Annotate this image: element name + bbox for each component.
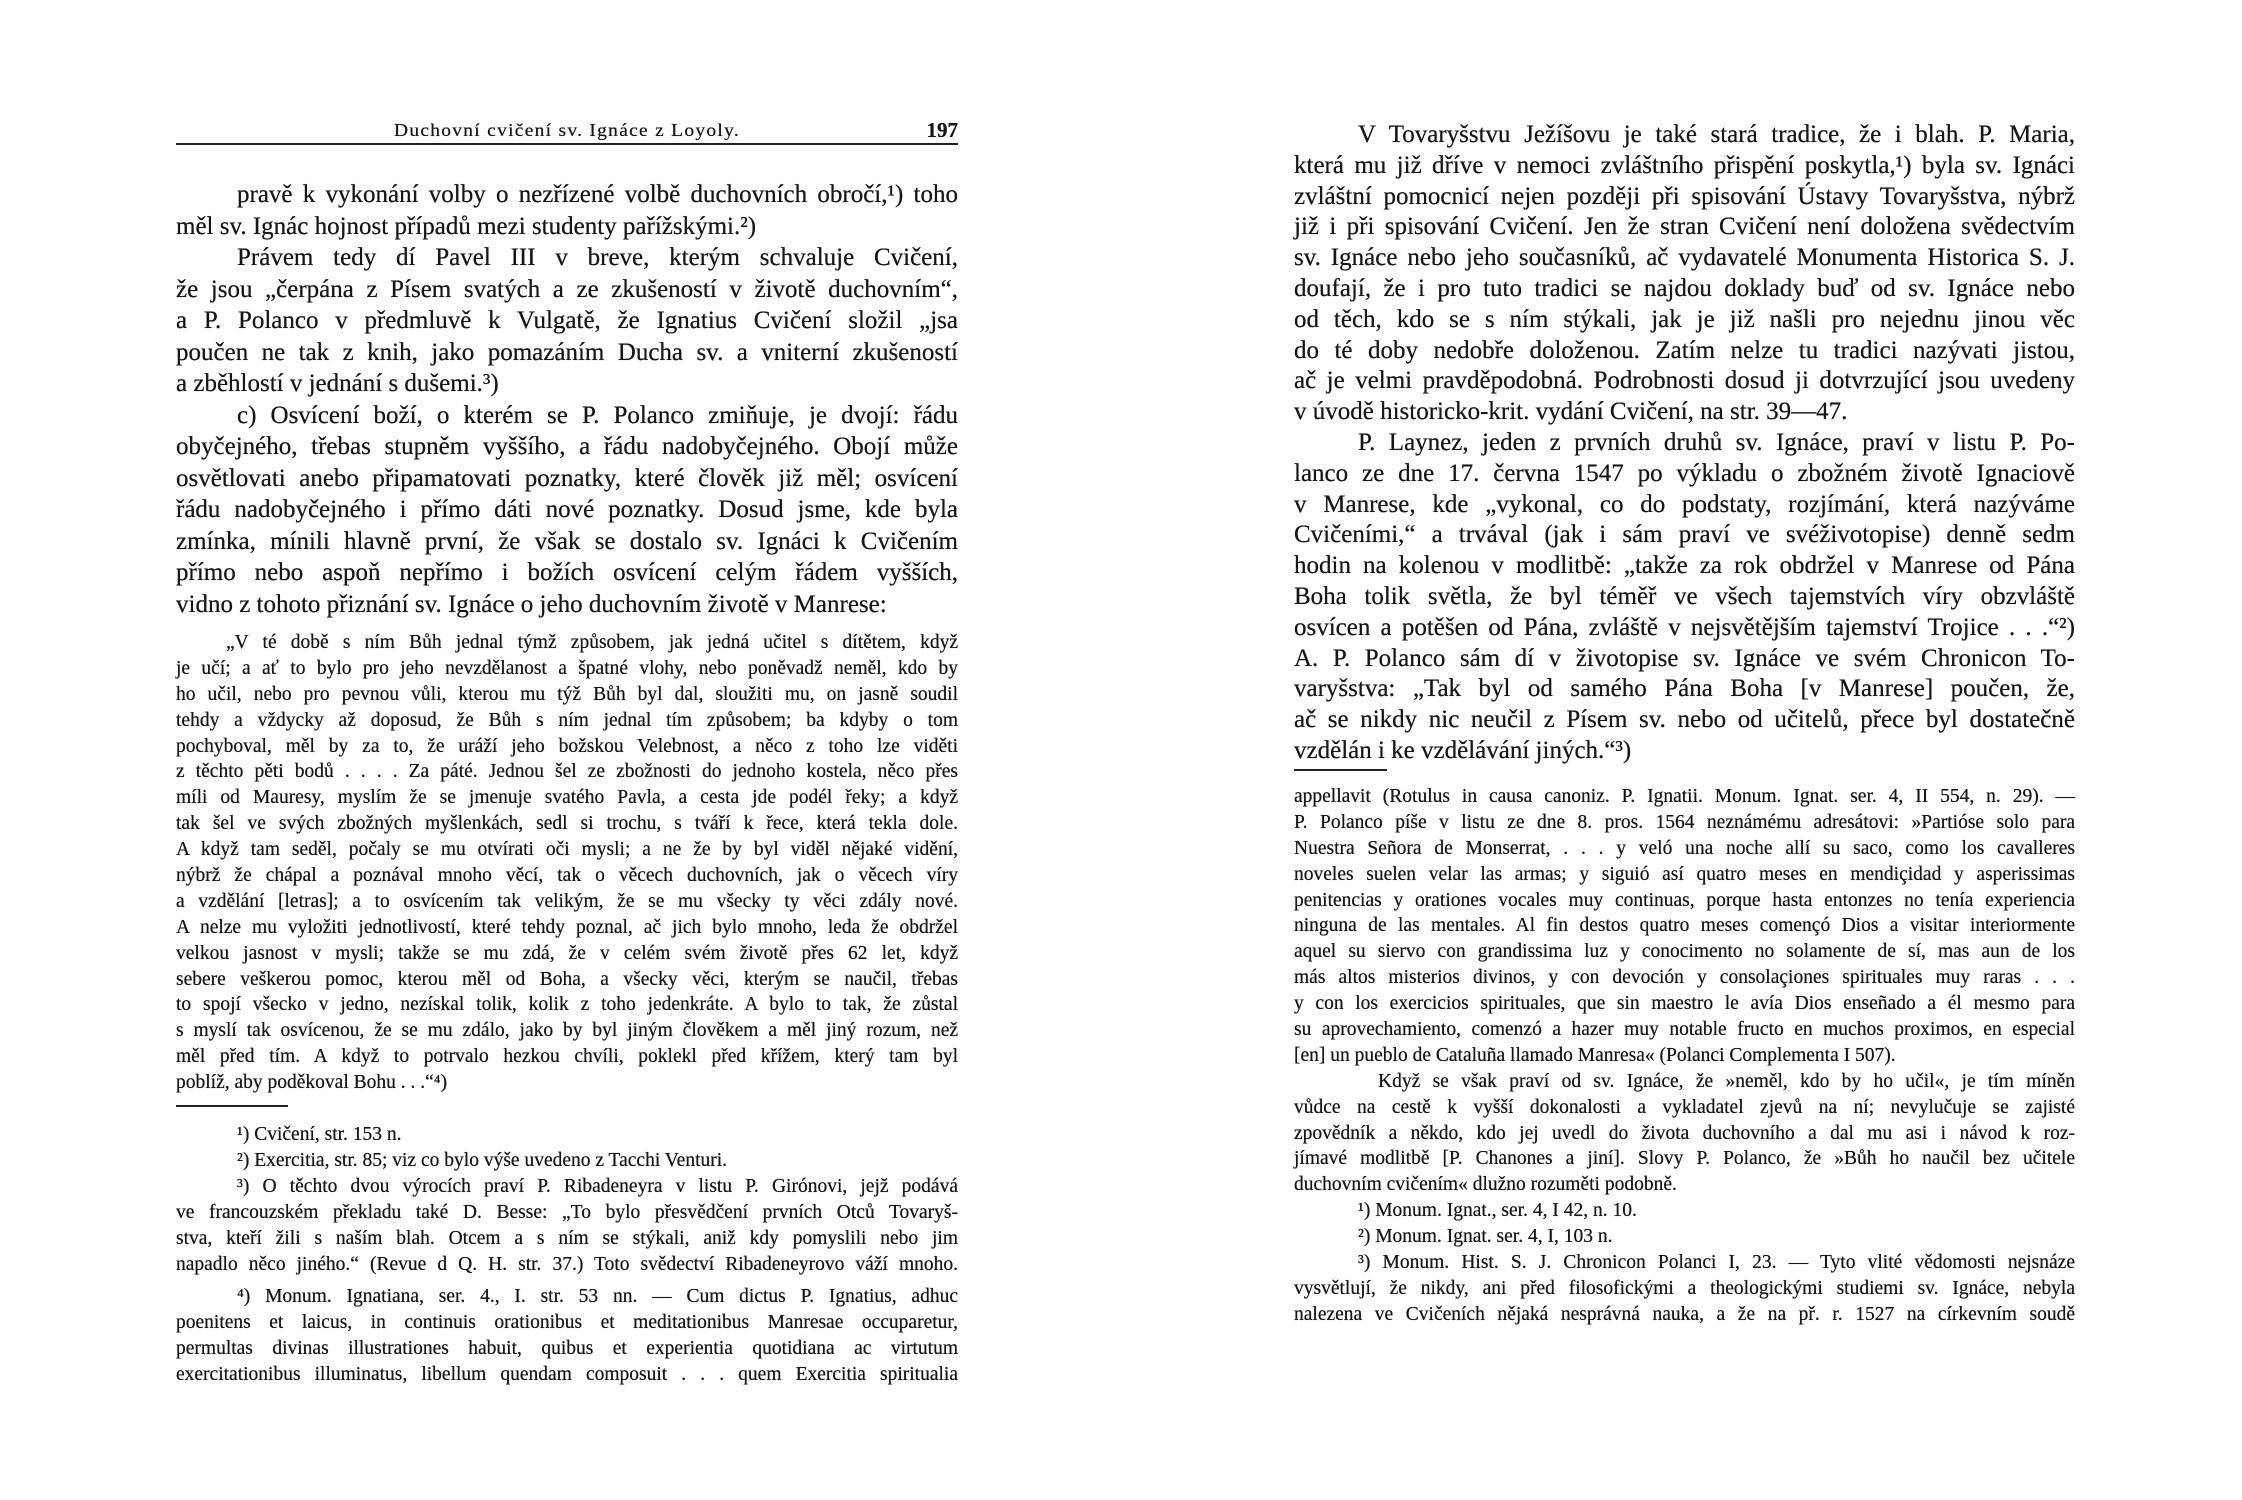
line-text: pravě k vykonání volby o nezřízené volbě duchovních obročí,¹) toho [237, 181, 958, 208]
line-text: sebere veškerou pomoc, kterou měl od Boha, a všecky věci, kterým se naučil, třebas [176, 968, 958, 990]
text-line [1294, 1146, 2075, 1172]
line-text: tehdy a vždycky až doposud, že Bůh s ním jednal tím způsobem; ba kdyby o tom [176, 709, 958, 731]
text-line [1294, 490, 2075, 521]
text-line [176, 759, 958, 785]
line-text: V Tovaryšstvu Ježíšovu je také stará tradice, že i blah. P. Maria, [1358, 121, 2075, 148]
text-line [1294, 1095, 2075, 1121]
line-text: od těch, kdo se s ním stýkali, jak je již našli pro nejednu jinou věc [1294, 305, 2075, 333]
line-text: ²) Monum. Ignat. ser. 4, I, 103 n. [1358, 1226, 1613, 1248]
line-text: nalezena ve Cvičeních nějaká nesprávná nauka, a že na př. r. 1527 na církevním soudě [1294, 1303, 2075, 1325]
text-line [1294, 1198, 2075, 1224]
text-line [1294, 551, 2075, 582]
line-text: Právem tedy dí Pavel III v breve, kterým schvaluje Cvičení, [237, 244, 958, 271]
text-line [1294, 1172, 2075, 1198]
footnotes [1294, 784, 2075, 1328]
line-text: ninguna de las mentales. Al fin destos quatro meses començó Dios a visitar interiormente [1294, 915, 2075, 937]
text-line [176, 337, 958, 369]
text-line [1294, 1069, 2075, 1095]
line-text: přímo nebo aspoň nepřímo i božích osvícení celým řádem vyšších, [176, 559, 958, 586]
paragraph [176, 179, 958, 242]
text-line [1294, 151, 2075, 182]
line-text: Když se však praví od sv. Ignáce, že »neměl, kdo by ho učil«, je tím míněn [1378, 1070, 2075, 1092]
line-text: ač se nikdy nic neučil z Písem sv. nebo od učitelů, přece byl dostatečně [1294, 706, 2075, 734]
text-line [176, 1284, 958, 1310]
text-line [176, 941, 958, 967]
text-line [176, 431, 958, 463]
paragraph [1294, 428, 2075, 767]
line-text: A nelze mu vyložiti jednotlivostí, které tehdy poznal, ač jich bylo mnoho, leda že obdržel [176, 916, 958, 938]
footnotes [176, 1122, 958, 1388]
text-line [176, 992, 958, 1018]
line-text: řádu nadobyčejného i přímo dáti nové poznatky. Dosud jsme, kde byla [176, 496, 958, 523]
line-text: sv. Ignáce nebo jeho současníků, ač vydavatelé Monumenta Historica S. J. [1294, 244, 2075, 272]
text-line [176, 179, 958, 211]
line-text: to spojí všecko v jedno, nezískal tolik, kolik z toho jedenkráte. A bylo to tak, že zůstal [176, 994, 958, 1016]
line-text: osvětlovati anebo připamatovati poznatky, které člověk již měl; osvícení [176, 464, 958, 492]
line-text: v Manrese, kde „vykonal, co do podstaty, rozjímání, která nazýváme [1294, 490, 2075, 518]
text-line [176, 734, 958, 760]
line-text: měl před tím. A když to potrvalo hezkou chvíli, poklekl před křížem, který tam byl [176, 1046, 958, 1068]
text-line [1294, 913, 2075, 939]
text-line [176, 837, 958, 863]
paragraph [176, 630, 958, 1096]
footnote-rule [1294, 769, 1387, 771]
line-text: do té doby nedobře doloženou. Zatím nelze tu tradici nazývati jistou, [1294, 336, 2075, 364]
line-text: ³) Monum. Hist. S. J. Chronicon Polanci I, 23. — Tyto vlité vědomosti nejsnáze [1358, 1252, 2075, 1274]
line-text: z těchto pěti bodů . . . . Za páté. Jednou šel ze zbožnosti do jednoho kostela, něco přes [176, 761, 958, 783]
line-text: „V té době s ním Bůh jednal týmž způsobem, jak jedná učitel s dítětem, když [226, 632, 958, 653]
line-text: velkou jasnost v mysli; takže se mu zdá, že v celém svém životě přes 62 let, když [176, 942, 958, 964]
line-text: ač je velmi pravděpodobná. Podrobnosti dosud ji dotvrzující jsou uvedeny [1294, 367, 2075, 395]
line-text: stva, kteří žili s naším blah. Otcem a s ním se stýkali, aniž kdy pomyslili nebo jim [176, 1228, 958, 1249]
line-text: a P. Polanco v předmluvě k Vulgatě, že Ignatius Cvičení složil „jsa [176, 307, 958, 334]
text-line [176, 242, 958, 274]
text-line [1294, 991, 2075, 1017]
text-line [1294, 965, 2075, 991]
text-line [176, 1362, 958, 1388]
text-line [1294, 1017, 2075, 1043]
text-line [176, 1200, 958, 1226]
line-text: más altos misterios divinos, y con devoción y consolaçiones spirituales muy raras . . . [1294, 967, 2075, 989]
line-text: měl sv. Ignác hojnost případů mezi studenty pařížskými.²) [176, 212, 757, 240]
text-line [176, 557, 958, 589]
paragraph [176, 1148, 958, 1174]
line-text: c) Osvícení boží, o kterém se P. Polanco zmiňuje, je dvojí: řádu [237, 401, 958, 429]
line-text: ³) O těchto dvou výrocích praví P. Ribadeneyra v listu P. Girónovi, jejž podává [237, 1176, 958, 1197]
text-line [176, 526, 958, 558]
line-text: poučen ne tak z knih, jako pomazáním Ducha sv. a vniterní zkušeností [176, 338, 958, 366]
text-line [176, 656, 958, 682]
text-line [1294, 120, 2075, 151]
paragraph [1294, 120, 2075, 428]
line-text: ¹) Monum. Ignat., ser. 4, I 42, n. 10. [1358, 1200, 1637, 1222]
line-text: Boha tolik světla, že byl téměř ve všech tajemstvích víry obzvláště [1294, 582, 2075, 610]
quotation-block [176, 630, 958, 1096]
line-text: ¹) Cvičení, str. 153 n. [237, 1124, 402, 1145]
line-text: obyčejného, třebas stupněm vyššího, a řádu nadobyčejného. Obojí může [176, 433, 958, 460]
text-line [176, 1070, 958, 1096]
line-text: permultas divinas illustrationes habuit, quibus et experientia quotidiana ac virtutum [176, 1338, 958, 1359]
line-text: vysvětlují, že nikdy, ani před filosofickými a theologickými studiemi sv. Ignáce, nebyla [1294, 1277, 2075, 1299]
text-line [1294, 1043, 2075, 1069]
text-line [1294, 397, 2075, 428]
line-text: vidno z tohoto přiznání sv. Ignáce o jeho duchovním životě v Manrese: [176, 590, 887, 618]
text-line [1294, 1276, 2075, 1302]
paragraph [1294, 1224, 2075, 1250]
main-text [176, 179, 958, 620]
text-line [176, 889, 958, 915]
text-line [176, 915, 958, 941]
text-line [1294, 644, 2075, 675]
line-text: vzdělán i ke vzdělávání jiných.“³) [1294, 736, 1632, 764]
text-line [176, 1122, 958, 1148]
page-number: 197 [926, 118, 958, 142]
text-line [1294, 305, 2075, 336]
text-line [176, 368, 958, 400]
line-text: ve francouzském překladu také D. Besse: „To bylo přesvědčení prvních Otců Tovaryš- [176, 1202, 958, 1223]
text-line [176, 400, 958, 432]
text-line [1294, 212, 2075, 243]
text-line [1294, 810, 2075, 836]
line-text: su aprovechamiento, comenzó a hazer muy notable fructo en muchos proximos, en especial [1294, 1019, 2075, 1041]
text-line [1294, 862, 2075, 888]
text-line [1294, 459, 2075, 490]
text-line [1294, 182, 2075, 213]
text-line [176, 682, 958, 708]
text-line [176, 589, 958, 621]
line-text: aquel su siervo con grandissima luz y conocimento no solamente de sí, mas aun de los [1294, 941, 2075, 963]
line-text: v úvodě historicko-krit. vydání Cvičení, na str. 39—47. [1294, 398, 1848, 426]
paragraph [1294, 1250, 2075, 1328]
line-text: Nuestra Señora de Monserrat, . . . y veló una noche allí su saco, como los cavalleres [1294, 837, 2075, 859]
line-text: zmínka, mínili hlavně první, že však se dostalo sv. Ignáci k Cvičením [176, 527, 958, 555]
line-text: nýbrž že chápal a poznával mnoho věcí, tak o věcech duchovních, jak o věcech víry [176, 865, 958, 887]
paragraph [176, 242, 958, 400]
line-text: je učí; a ať to bylo pro jeho nevzdělanost a špatné vlohy, nebo poněvadž neměl, kdo by [176, 657, 958, 679]
text-line [1294, 736, 2075, 767]
text-line [1294, 274, 2075, 305]
text-line [1294, 836, 2075, 862]
text-line [1294, 888, 2075, 914]
line-text: P. Polanco píše v listu ze dne 8. pros. 1564 neznámému adresátovi: »Partióse solo para [1294, 811, 2075, 833]
line-text: P. Laynez, jeden z prvních druhů sv. Ignáce, praví v listu P. Po- [1358, 428, 2075, 456]
text-line [1294, 705, 2075, 736]
text-line [176, 305, 958, 337]
text-line [176, 274, 958, 306]
line-text: vůdce na cestě k vyšší dokonalosti a vykladatel zjevů na ní; nevylučuje se zajisté [1294, 1096, 2075, 1118]
line-text: Cvičeními,“ a trvával (jak i sám praví ve svéživotopise) denně sedm [1294, 521, 2075, 549]
line-text: osvícen a potěšen od Pána, zvláště v nejsvětějším tajemství Trojice . . .“²) [1294, 613, 2075, 641]
running-head-title: Duchovní cvičení sv. Ignáce z Loyoly. [394, 120, 740, 140]
line-text: zvláštní pomocnicí nejen později při spisování Ústavy Tovaryšstva, nýbrž [1294, 182, 2075, 210]
line-text: varyšstva: „Tak byl od samého Pána Boha [v Manrese] poučen, že, [1294, 675, 2075, 703]
line-text: exercitationibus illuminatus, libellum quendam composuit . . . quem Exercitia spiritualia [176, 1364, 958, 1385]
text-line [1294, 336, 2075, 367]
text-line [1294, 1121, 2075, 1147]
line-text: A když tam seděl, počaly se mu otvírati oči mysli; a ne že by byl viděl nějaké vidění, [176, 839, 958, 861]
line-text: noveles suelen velar las armas; y siguió así quatro meses en mendiçidad y asperissimas [1294, 863, 2075, 885]
text-line [1294, 243, 2075, 274]
line-text: duchovním cvičením« dlužno rozuměti podobně. [1294, 1174, 1677, 1196]
line-text: ho učil, nebo pro pevnou vůli, kterou mu týž Bůh byl dal, sloužiti mu, on jasně soudil [176, 683, 958, 705]
line-text: [en] un pueblo de Cataluña llamado Manresa« (Polanci Complementa I 507). [1294, 1044, 1896, 1066]
text-line [1294, 582, 2075, 613]
text-line [176, 1044, 958, 1070]
line-text: míli od Mauresy, myslím že se jmenuje svatého Pavla, a cesta jde podél řeky; a když [176, 787, 958, 809]
line-text: pochyboval, měl by za to, že uráží jeho božskou Velebnost, a něco z toho lze viděti [176, 735, 958, 757]
paragraph [176, 1284, 958, 1388]
text-line [1294, 784, 2075, 810]
text-line [176, 1226, 958, 1252]
text-line [176, 463, 958, 495]
text-line [1294, 366, 2075, 397]
line-text: již i při spisování Cvičení. Jen že stran Cvičení není doložena svědectvím [1294, 213, 2075, 241]
text-line [176, 1018, 958, 1044]
line-text: ²) Exercitia, str. 85; viz co bylo výše uvedeno z Tacchi Venturi. [237, 1150, 728, 1171]
text-line [176, 494, 958, 526]
text-line [176, 630, 958, 656]
header-rule [176, 143, 958, 145]
text-line [176, 1336, 958, 1362]
line-text: ⁴) Monum. Ignatiana, ser. 4., I. str. 53 nn. — Cum dictus P. Ignatius, adhuc [237, 1286, 958, 1307]
line-text: penitencias y orationes vocales muy continuas, porque hasta entonzes no tenía experiencia [1294, 889, 2075, 911]
line-text: zpovědník a někdo, kdo jej uvedl do života duchovního a dal mu asi i návod k roz- [1294, 1122, 2075, 1144]
text-line [1294, 428, 2075, 459]
line-text: tak šel ve svých zbožných myšlenkách, sedl si trochu, s tváří k řece, která tekla dole. [176, 813, 958, 835]
main-text [1294, 120, 2075, 767]
text-line [176, 967, 958, 993]
text-line [176, 1174, 958, 1200]
text-line [176, 785, 958, 811]
text-line [1294, 520, 2075, 551]
line-text: s myslí tak osvícenou, že se mu zdálo, jako by byl jiným člověkem a měl jiný rozum, než [176, 1020, 958, 1042]
line-text: která mu již dříve v nemoci zvláštního přispění poskytla,¹) byla sv. Ignáci [1294, 151, 2075, 179]
paragraph [1294, 784, 2075, 1069]
line-text: doufají, že i pro tuto tradici se najdou doklady buď od sv. Ignáce nebo [1294, 274, 2075, 302]
text-line [1294, 1250, 2075, 1276]
paragraph [176, 400, 958, 621]
line-text: poenitens et laicus, in continuis orationibus et meditationibus Manresae occuparetur, [176, 1312, 958, 1333]
text-line [1294, 674, 2075, 705]
line-text: že jsou „čerpána z Písem svatých a ze zkušeností v životě duchovním“, [176, 275, 958, 303]
line-text: poblíž, aby poděkoval Bohu . . .“⁴) [176, 1072, 448, 1094]
running-header [176, 116, 958, 144]
paragraph [176, 1174, 958, 1278]
text-line [176, 1252, 958, 1278]
line-text: appellavit (Rotulus in causa canoniz. P. Ignatii. Monum. Ignat. ser. 4, II 554, n. 29). — [1294, 786, 2075, 807]
line-text: y con los exercicios spirituales, que sin maestro le avía Dios enseñado a él mesmo para [1294, 993, 2075, 1015]
text-line [176, 708, 958, 734]
text-line [176, 1148, 958, 1174]
footnote-rule [176, 1105, 288, 1107]
text-line [1294, 1302, 2075, 1328]
text-line [1294, 1224, 2075, 1250]
text-line [1294, 939, 2075, 965]
paragraph [176, 1122, 958, 1148]
line-text: a zběhlostí v jednání s dušemi.³) [176, 370, 499, 397]
line-text: lanco ze dne 17. června 1547 po výkladu o zbožném životě Ignaciově [1294, 459, 2075, 487]
paragraph [1294, 1069, 2075, 1198]
text-line [176, 863, 958, 889]
line-text: hodin na kolenou v modlitbě: „takže za rok obdržel v Manrese od Pána [1294, 552, 2075, 580]
line-text: a vzdělání [letras]; a to osvícením tak velikým, že se mu všecky ty věci zdály nové. [176, 890, 958, 912]
text-line [176, 811, 958, 837]
line-text: jímavé modlitbě [P. Chanones a jiní]. Slovy P. Polanco, že »Bůh ho naučil bez učitele [1294, 1148, 2075, 1170]
text-line [176, 1310, 958, 1336]
text-line [1294, 613, 2075, 644]
line-text: A. P. Polanco sám dí v životopise sv. Ignáce ve svém Chronicon To- [1294, 644, 2075, 672]
text-line [176, 211, 958, 243]
line-text: napadlo něco jiného.“ (Revue d Q. H. str. 37.) Toto svědectví Ribadeneyrovo váží mnoho. [176, 1254, 958, 1275]
paragraph [1294, 1198, 2075, 1224]
